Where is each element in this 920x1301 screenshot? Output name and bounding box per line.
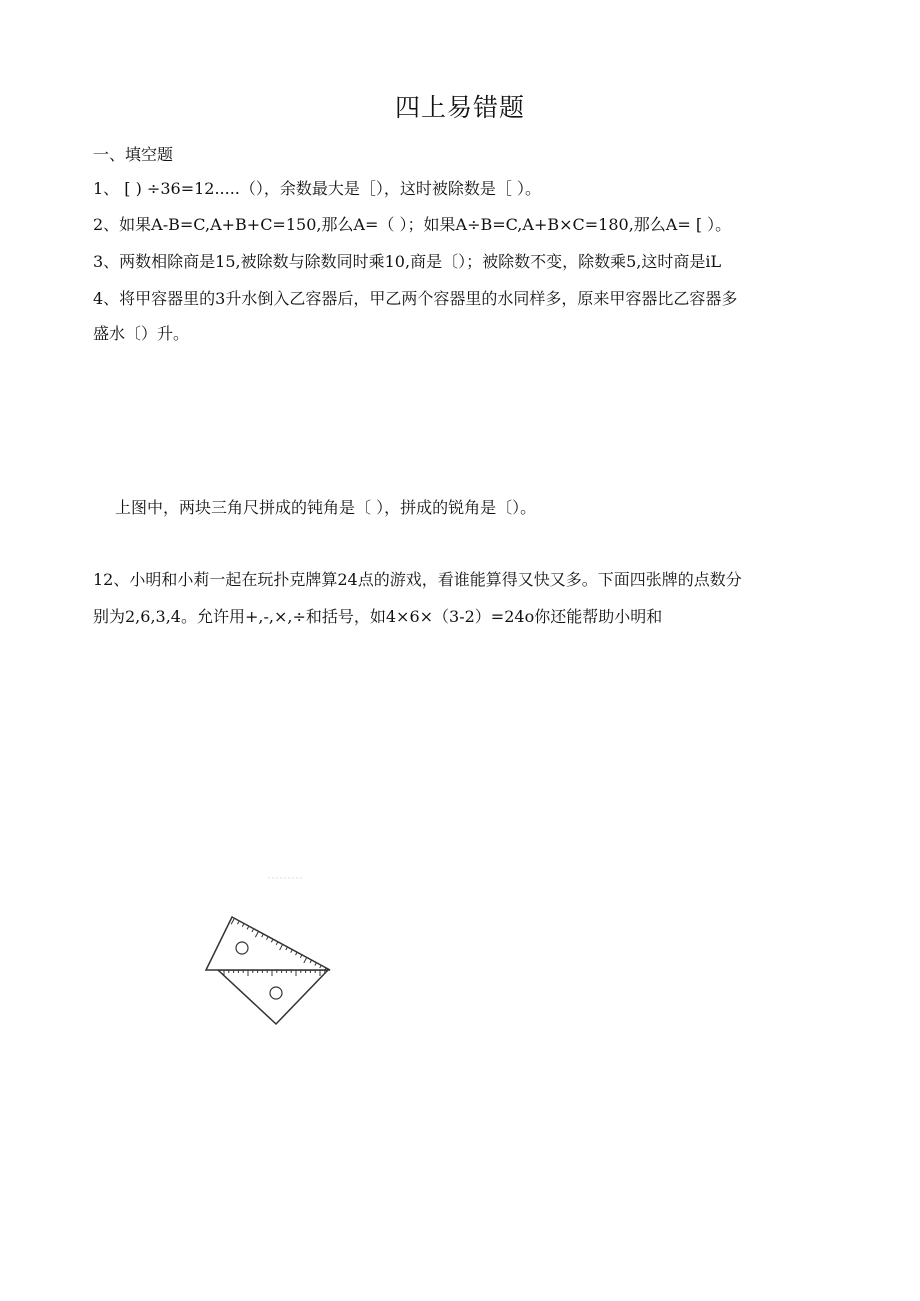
question-2: 2、如果A-B=C,A+B+C=150,那么A=（ ）；如果A÷B=C,A+B×C=180,那么A= [ ）。 <box>93 215 732 234</box>
page-title: 四上易错题 <box>394 93 525 122</box>
set-squares-figure-icon <box>196 866 346 1036</box>
question-12-line-2: 别为2,6,3,4。允许用+,-,×,÷和括号，如4×6×（3-2）=24o你还能帮助小明和 <box>93 607 663 626</box>
question-4-line-2: 盛水〔）升。 <box>93 324 190 343</box>
triangle-question: 上图中，两块三角尺拼成的钝角是〔 ），拼成的锐角是〔）。 <box>115 498 537 517</box>
question-4-line-1: 4、将甲容器里的3升水倒入乙容器后，甲乙两个容器里的水同样多，原来甲容器比乙容器多 <box>93 289 738 308</box>
question-3: 3、两数相除商是15,被除数与除数同时乘10,商是〔）；被除数不变，除数乘5,这时商是iL <box>93 252 722 271</box>
question-12-line-1: 12、小明和小莉一起在玩扑克牌算24点的游戏，看谁能算得又快又多。下面四张牌的点数分 <box>93 570 742 589</box>
section-heading: 一、填空题 <box>93 145 174 164</box>
question-1: 1、 [ ) ÷36=12.....（），余数最大是［），这时被除数是［ ）。 <box>93 179 541 198</box>
